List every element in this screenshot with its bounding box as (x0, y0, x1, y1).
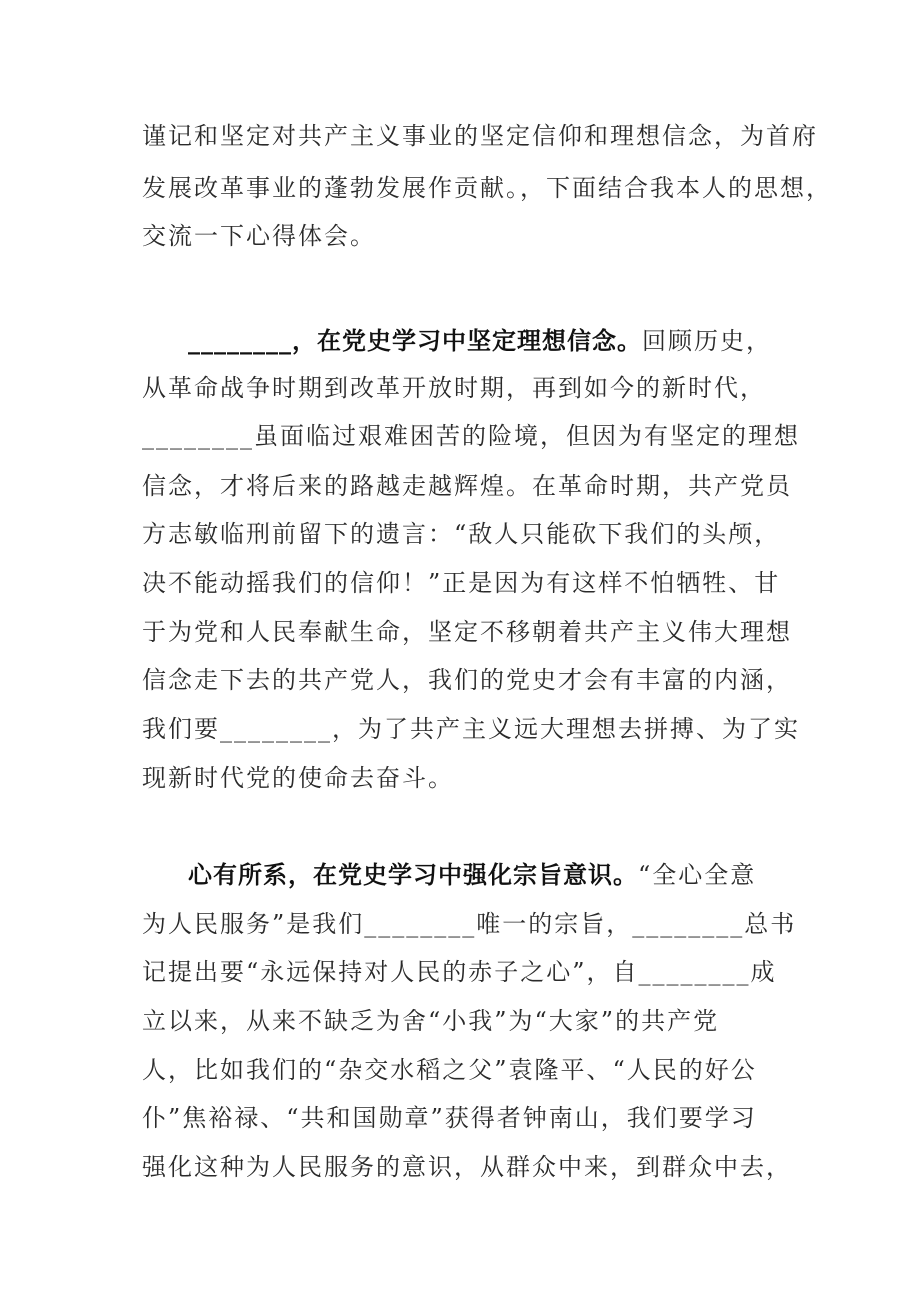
section2-heading-tail: “全心全意 (638, 861, 757, 889)
section2-heading: 心有所系，在党史学习中强化宗旨意识。 (188, 861, 638, 889)
section1-line-8: 我们要________，为了共产主义远大理想去拼搏、为了实 (142, 715, 800, 743)
section1-line-9: 现新时代党的使命去奋斗。 (142, 764, 454, 792)
section1-line-1: 从革命战争时期到改革开放时期，再到如今的新时代， (142, 374, 766, 402)
section1-line-7: 信念走下去的共产党人，我们的党史才会有丰富的内涵， (142, 666, 792, 694)
section1-line-5: 决不能动摇我们的信仰！”正是因为有这样不怕牺牲、甘 (142, 569, 781, 597)
section1-heading: ________，在党史学习中坚定理想信念。 (188, 327, 642, 355)
section1-line-4: 方志敏临刑前留下的遗言：“敌人只能砍下我们的头颅， (142, 520, 781, 548)
section2-line-4: 人，比如我们的“杂交水稻之父”袁隆平、“人民的好公 (142, 1056, 757, 1084)
section2-line-2: 记提出要“永远保持对人民的赤子之心”，自________成 (142, 958, 777, 986)
section2-heading-line (188, 859, 756, 891)
section2-line-5: 仆”焦裕禄、“共和国勋章”获得者钟南山，我们要学习 (142, 1104, 757, 1132)
section1-heading-tail: 回顾历史， (642, 327, 772, 355)
intro-line-2: 发展改革事业的蓬勃发展作贡献。，下面结合我本人的思想， (142, 174, 832, 202)
section1-line-6: 于为党和人民奉献生命，坚定不移朝着共产主义伟大理想 (142, 618, 792, 646)
intro-line-3: 交流一下心得体会。 (142, 222, 376, 250)
section1-heading-line (188, 325, 772, 357)
section1-line-3: 信念，才将后来的路越走越辉煌。在革命时期，共产党员 (142, 472, 792, 500)
section2-line-3: 立以来，从来不缺乏为舍“小我”为“大家”的共产党 (142, 1007, 720, 1035)
intro-line-1: 谨记和坚定对共产主义事业的坚定信仰和理想信念，为首府 (142, 122, 818, 150)
section2-line-1: 为人民服务”是我们________唯一的宗旨，________总书 (142, 910, 797, 938)
section2-line-6: 强化这种为人民服务的意识，从群众中来，到群众中去， (142, 1153, 792, 1181)
section1-line-2: ________虽面临过艰难困苦的险境，但因为有坚定的理想 (142, 422, 800, 450)
